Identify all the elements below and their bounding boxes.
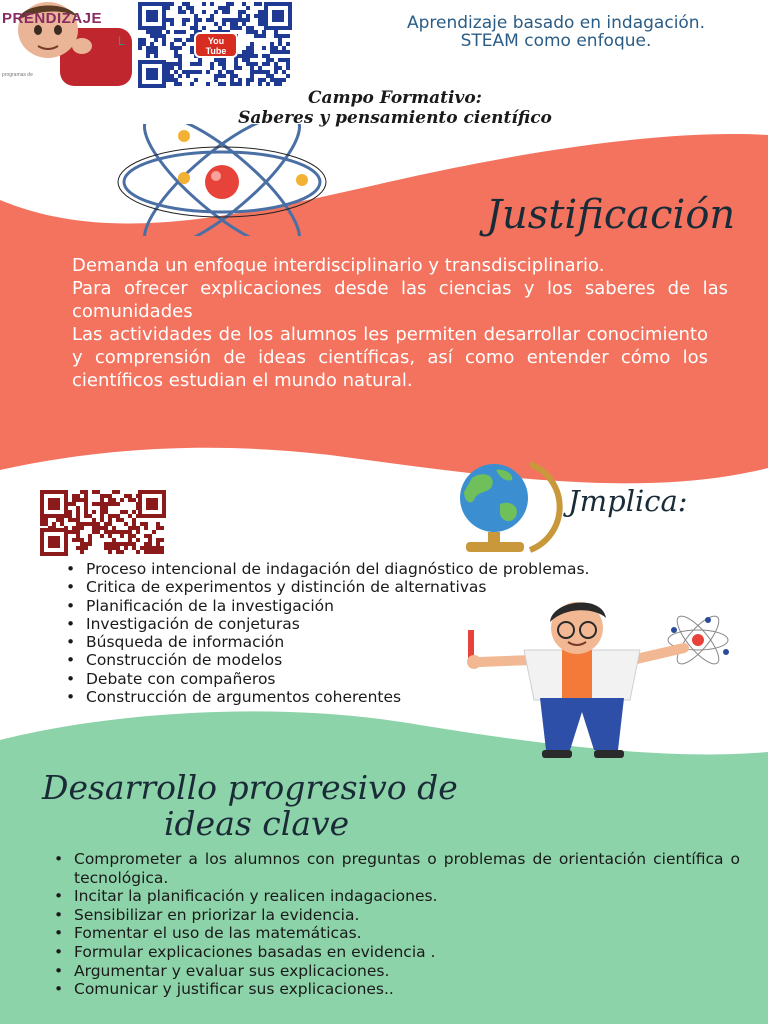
youtube-qr-code[interactable] (138, 2, 292, 88)
list-item: • Búsqueda de información (60, 633, 760, 651)
list-item: • Investigación de conjeturas (60, 615, 760, 633)
scientist-boy-illustration (462, 600, 742, 766)
globe-icon (434, 460, 574, 556)
list-item: • Critica de experimentos y distinción de alternativas (60, 578, 760, 596)
brand-caption: programas de (2, 72, 33, 78)
justificacion-text (72, 254, 728, 392)
brand-line: L (118, 34, 125, 48)
list-item: • Argumentar y evaluar sus explicaciones. (48, 962, 740, 981)
atom-icon (112, 124, 332, 236)
list-item: • Fomentar el uso de las matemáticas. (48, 924, 740, 943)
justificacion-paragraph: Para ofrecer explicaciones desde las ciencias y los saberes de las comunidades (72, 278, 728, 322)
implica-title: Jmplica: (568, 484, 688, 518)
list-item: • Construcción de modelos (60, 651, 760, 669)
list-item: • Formular explicaciones basadas en evidencia . (48, 943, 740, 962)
page-title: Aprendizaje basado en indagación. STEAM como enfoque. (407, 13, 705, 51)
campo-line-1: Campo Formativo: (308, 88, 482, 108)
justificacion-paragraph: Demanda un enfoque interdisciplinario y transdisciplinario. (72, 255, 605, 276)
qr-code-icon (40, 490, 166, 556)
desarrollo-list (48, 850, 740, 999)
desarrollo-title-line-1: Desarrollo progresivo de (42, 768, 458, 807)
campo-line-2: Saberes y pensamiento científico (238, 108, 552, 128)
list-item: • Comunicar y justificar sus explicaciones.. (48, 980, 740, 999)
desarrollo-title (42, 770, 458, 842)
list-item: • Planificación de la investigación (60, 597, 760, 615)
list-item: • Sensibilizar en priorizar la evidencia. (48, 906, 740, 925)
youtube-icon: You Tube (194, 32, 238, 58)
desarrollo-title-line-2: ideas clave (164, 804, 350, 843)
list-item: • Debate con compañeros (60, 670, 760, 688)
list-item: • Proceso intencional de indagación del diagnóstico de problemas. (60, 560, 760, 578)
justificacion-paragraph: Las actividades de los alumnos les permiten desarrollar conocimiento y comprensión de ideas científicas, así como entender cómo los científicos estudian el mundo natural. (72, 324, 708, 391)
list-item: • Construcción de argumentos coherentes (60, 688, 760, 706)
brand-name: PRENDIZAJE (2, 10, 103, 27)
list-item: • Comprometer a los alumnos con preguntas o problemas de orientación científica o tecnológica. (48, 850, 740, 887)
campo-formativo (100, 88, 690, 128)
brand-logo (0, 0, 135, 88)
list-item: • Incitar la planificación y realicen indagaciones. (48, 887, 740, 906)
qr-code[interactable] (40, 490, 166, 556)
justificacion-title: Justificación (486, 192, 736, 238)
